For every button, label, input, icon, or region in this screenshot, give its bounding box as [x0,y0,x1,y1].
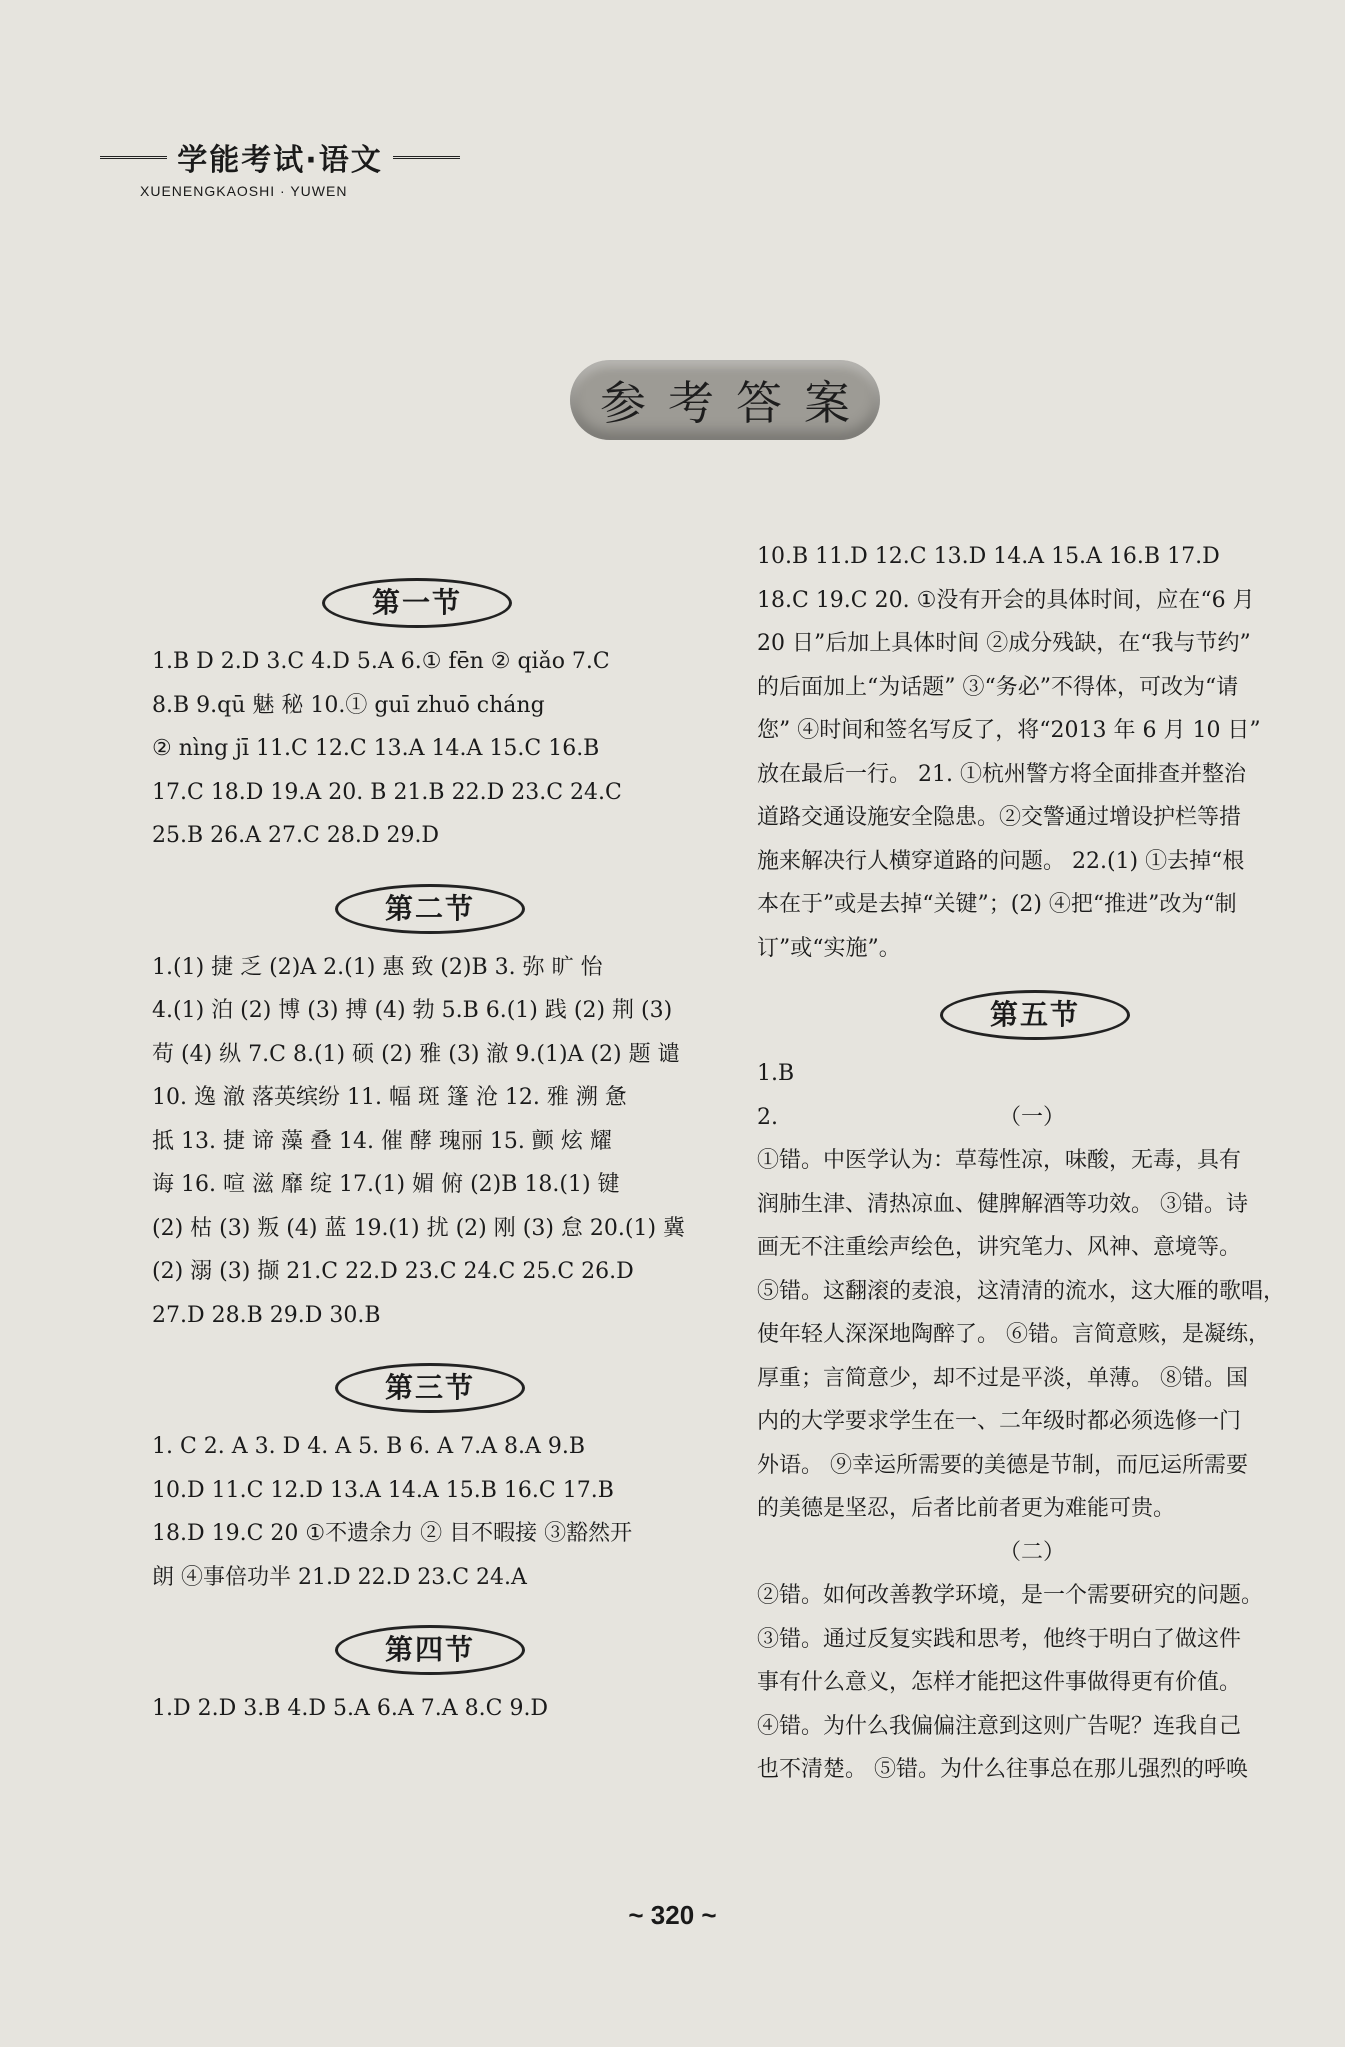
section-3-title: 第三节 [335,1363,525,1413]
s5-part-2-line: 也不清楚。 ⑤错。为什么往事总在那儿强烈的呼唤 [757,1757,1248,1782]
s1-line: 17.C 18.D 19.A 20. B 21.B 22.D 23.C 24.C [152,779,622,805]
s2-line: 诲 16. 喧 滋 靡 绽 17.(1) 媚 俯 (2)B 18.(1) 键 [152,1172,620,1197]
s4-continued-line: 您” ④时间和签名写反了，将“2013 年 6 月 10 日” [757,718,1261,743]
s4-continued-line: 18.C 19.C 20. ①没有开会的具体时间，应在“6 月 [757,587,1255,613]
s5-part-1-line: ⑤错。这翻滚的麦浪，这清清的流水，这大雁的歌唱， [757,1278,1286,1304]
s4-line: 1.D 2.D 3.B 4.D 5.A 6.A 7.A 8.C 9.D [152,1696,549,1721]
s2-line: 苟 (4) 纵 7.C 8.(1) 硕 (2) 雅 (3) 澈 9.(1)A (2) 题 谴 [152,1041,680,1067]
s5-part-2-heading: （二） [998,1539,1065,1565]
s4-continued-line: 的后面加上“为话题” ③“务必”不得体，可改为“请 [757,674,1239,700]
section-4-title: 第四节 [335,1625,525,1675]
section-5-title: 第五节 [940,990,1130,1040]
s2-line: 10. 逸 澈 落英缤纷 11. 幅 斑 篷 沧 12. 雅 溯 惫 [152,1085,627,1110]
s2-line: 1.(1) 捷 乏 (2)A 2.(1) 惠 致 (2)B 3. 弥 旷 怡 [152,954,603,980]
s3-line: 18.D 19.C 20 ①不遗余力 ② 目不暇接 ③豁然开 [152,1521,633,1546]
s4-continued-line: 放在最后一行。 21. ①杭州警方将全面排查并整治 [757,761,1246,787]
s5-part-1-line: 使年轻人深深地陶醉了。 ⑥错。言简意赅，是凝练， [757,1322,1270,1347]
s1-line: ② nìng jī 11.C 12.C 13.A 14.A 15.C 16.B [152,736,600,761]
book-header [100,135,460,199]
s5-part-2-line: ④错。为什么我偏偏注意到这则广告呢？连我自己 [757,1713,1242,1739]
header-rule-right [393,156,460,159]
s5-part-1-line: 润肺生津、清热凉血、健脾解酒等功效。 ③错。诗 [757,1191,1248,1217]
s5-part-2-line: ③错。通过反复实践和思考，他终于明白了做这件 [757,1626,1242,1652]
s1-line: 1.B D 2.D 3.C 4.D 5.A 6.① fēn ② qiǎo 7.C [152,649,610,674]
s5-part-1-line: ①错。中医学认为：草莓性凉，味酸，无毒，具有 [757,1148,1242,1173]
s4-continued-line: 道路交通设施安全隐患。②交警通过增设护栏等措 [757,805,1242,830]
page-number: ~ 320 ~ [628,1900,717,1930]
section-2-title: 第二节 [335,884,525,934]
s2-line: 4.(1) 泊 (2) 博 (3) 搏 (4) 勃 5.B 6.(1) 践 (2) 荆 (3) [152,998,673,1023]
s3-line: 1. C 2. A 3. D 4. A 5. B 6. A 7.A 8.A 9.B [152,1434,586,1459]
s3-line: 10.D 11.C 12.D 13.A 14.A 15.B 16.C 17.B [152,1477,614,1503]
s4-continued-line: 订”或“实施”。 [757,935,901,961]
s5-item-2-number: 2. [757,1104,778,1130]
left-column [152,578,702,1731]
s5-part-1-line: 内的大学要求学生在一、二年级时都必须选修一门 [757,1409,1242,1434]
s5-part-2-line: ②错。如何改善教学环境，是一个需要研究的问题。 [757,1583,1264,1608]
main-title-badge: 参考答案 [570,360,880,440]
s1-line: 8.B 9.qū 魅 秘 10.① guī zhuō cháng [152,692,545,718]
header-title: 学能考试·语文 [177,143,383,178]
header-subtitle: XUENENGKAOSHI · YUWEN [140,183,348,199]
header-rule-left [100,156,167,159]
s2-line: (2) 枯 (3) 叛 (4) 蓝 19.(1) 扰 (2) 刚 (3) 怠 20.(1) 冀 [152,1215,686,1241]
s5-part-1-heading: （一） [998,1104,1065,1130]
s2-line: 27.D 28.B 29.D 30.B [152,1302,381,1328]
s5-item-1: 1.B [757,1061,795,1086]
s4-continued-line: 施来解决行人横穿道路的问题。 22.(1) ①去掉“根 [757,848,1245,874]
right-column [757,535,1307,1792]
s5-part-2-line: 事有什么意义，怎样才能把这件事做得更有价值。 [757,1670,1242,1695]
s1-line: 25.B 26.A 27.C 28.D 29.D [152,823,440,848]
s4-continued-line: 10.B 11.D 12.C 13.D 14.A 15.A 16.B 17.D [757,544,1220,569]
s2-line: 抵 13. 捷 谛 藻 叠 14. 催 酵 瑰丽 15. 颤 炫 耀 [152,1128,612,1154]
header-title-row [100,135,460,179]
s5-part-1-line: 外语。 ⑨幸运所需要的美德是节制，而厄运所需要 [757,1452,1248,1478]
s4-continued-line: 20 日”后加上具体时间 ②成分残缺，在“我与节约” [757,631,1251,656]
s5-part-1-line: 的美德是坚忍，后者比前者更为难能可贵。 [757,1496,1176,1521]
s5-part-1-line: 厚重；言简意少，却不过是平淡，单薄。 ⑧错。国 [757,1365,1248,1391]
s5-item-2 [757,1096,1307,1140]
s4-continued-line: 本在于”或是去掉“关键”；(2) ④把“推进”改为“制 [757,892,1237,917]
s5-part-1-line: 画无不注重绘声绘色，讲究笔力、风神、意境等。 [757,1235,1242,1260]
section-1-title: 第一节 [322,578,512,628]
s3-line: 朗 ④事倍功半 21.D 22.D 23.C 24.A [152,1564,527,1590]
s2-line: (2) 溺 (3) 撷 21.C 22.D 23.C 24.C 25.C 26.D [152,1259,634,1284]
